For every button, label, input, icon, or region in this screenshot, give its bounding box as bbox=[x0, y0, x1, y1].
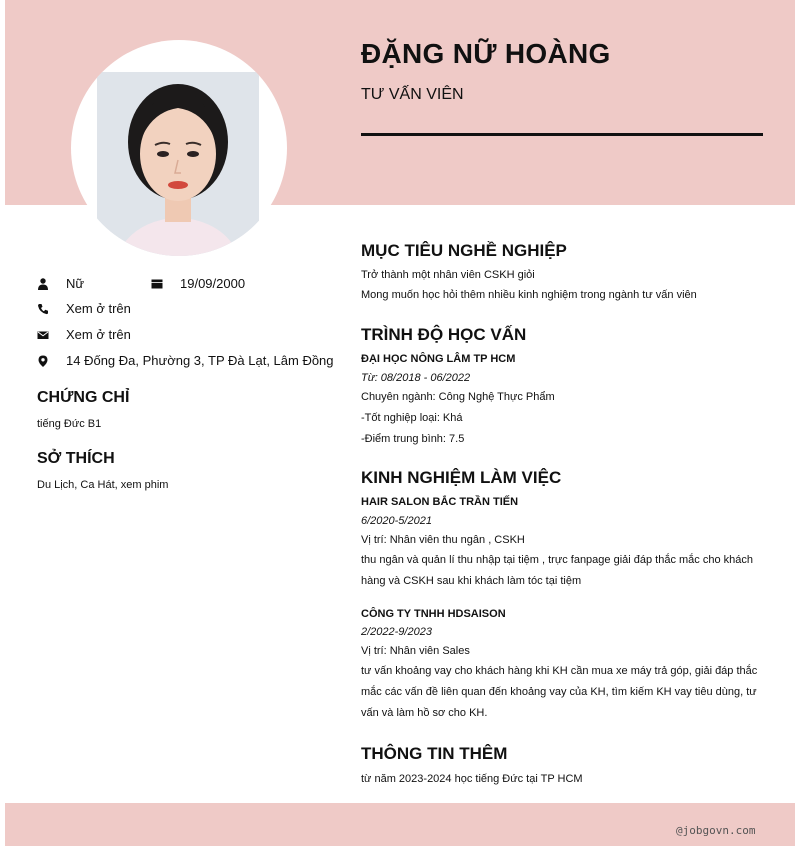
address-row bbox=[37, 353, 334, 368]
calendar-icon bbox=[151, 278, 163, 290]
objective-heading: MỤC TIÊU NGHỀ NGHIỆP bbox=[361, 241, 567, 260]
job-period: 6/2020-5/2021 bbox=[361, 515, 432, 527]
birthdate-row bbox=[151, 276, 245, 291]
job-position: Vị trí: Nhân viên Sales bbox=[361, 645, 470, 657]
education-grade: -Tốt nghiệp loại: Khá bbox=[361, 412, 463, 424]
education-gpa: -Điểm trung bình: 7.5 bbox=[361, 433, 465, 445]
job-company: CÔNG TY TNHH HDSAISON bbox=[361, 608, 506, 620]
extra-info-heading: THÔNG TIN THÊM bbox=[361, 744, 508, 763]
education-major: Chuyên ngành: Công Nghệ Thực Phẩm bbox=[361, 391, 555, 403]
phone-value: Xem ở trên bbox=[66, 301, 131, 316]
job-position: Vị trí: Nhân viên thu ngân , CSKH bbox=[361, 534, 525, 546]
job-company: HAIR SALON BẮC TRẦN TIẾN bbox=[361, 496, 519, 508]
objective-line: Mong muốn học hỏi thêm nhiều kinh nghiệm trong ngành tư vấn viên bbox=[361, 289, 697, 301]
education-heading: TRÌNH ĐỘ HỌC VẤN bbox=[361, 325, 527, 344]
certificates-text: tiếng Đức B1 bbox=[37, 418, 102, 430]
person-icon bbox=[37, 278, 49, 290]
watermark: @jobgovn.com bbox=[676, 824, 756, 837]
email-value: Xem ở trên bbox=[66, 327, 131, 342]
header-divider bbox=[361, 133, 763, 136]
hobbies-text: Du Lịch, Ca Hát, xem phim bbox=[37, 479, 169, 491]
job-description: thu ngân và quản lí thu nhập tại tiệm , trực fanpage giải đáp thắc mắc cho khách hàng và CSKH sau khi khách làm tóc tại tiệm bbox=[361, 554, 754, 587]
hobbies-heading: SỞ THÍCH bbox=[37, 450, 115, 467]
experience-heading: KINH NGHIỆM LÀM VIỆC bbox=[361, 468, 562, 487]
birthdate-value: 19/09/2000 bbox=[180, 276, 246, 291]
gender-value: Nữ bbox=[66, 276, 85, 291]
mail-icon bbox=[37, 329, 49, 341]
profile-photo-frame bbox=[71, 40, 287, 256]
education-school: ĐẠI HỌC NÔNG LÂM TP HCM bbox=[361, 353, 516, 365]
job-period: 2/2022-9/2023 bbox=[361, 626, 432, 638]
email-row bbox=[37, 327, 131, 342]
certificates-heading: CHỨNG CHỈ bbox=[37, 389, 130, 406]
phone-icon bbox=[37, 303, 49, 315]
education-period: Từ: 08/2018 - 06/2022 bbox=[361, 372, 471, 384]
address-value: 14 Đống Đa, Phường 3, TP Đà Lạt, Lâm Đồng bbox=[66, 353, 334, 368]
job-title: TƯ VẤN VIÊN bbox=[361, 86, 464, 103]
candidate-name: ĐẶNG NỮ HOÀNG bbox=[361, 38, 611, 69]
location-pin-icon bbox=[37, 355, 49, 367]
objective-line: Trở thành một nhân viên CSKH giỏi bbox=[361, 269, 535, 281]
extra-info-text: từ năm 2023-2024 học tiếng Đức tại TP HCM bbox=[361, 773, 583, 785]
job-description: tư vấn khoảng vay cho khách hàng khi KH cần mua xe máy trả góp, giải đáp thắc mắc các vấn đề liên quan đến khoảng vay của KH, tìm kiếm KH vay tiêu dùng, tư vấn và làm hồ sơ cho KH. bbox=[361, 665, 758, 719]
gender-row bbox=[37, 276, 84, 291]
phone-row bbox=[37, 301, 131, 316]
profile-photo bbox=[97, 72, 259, 256]
